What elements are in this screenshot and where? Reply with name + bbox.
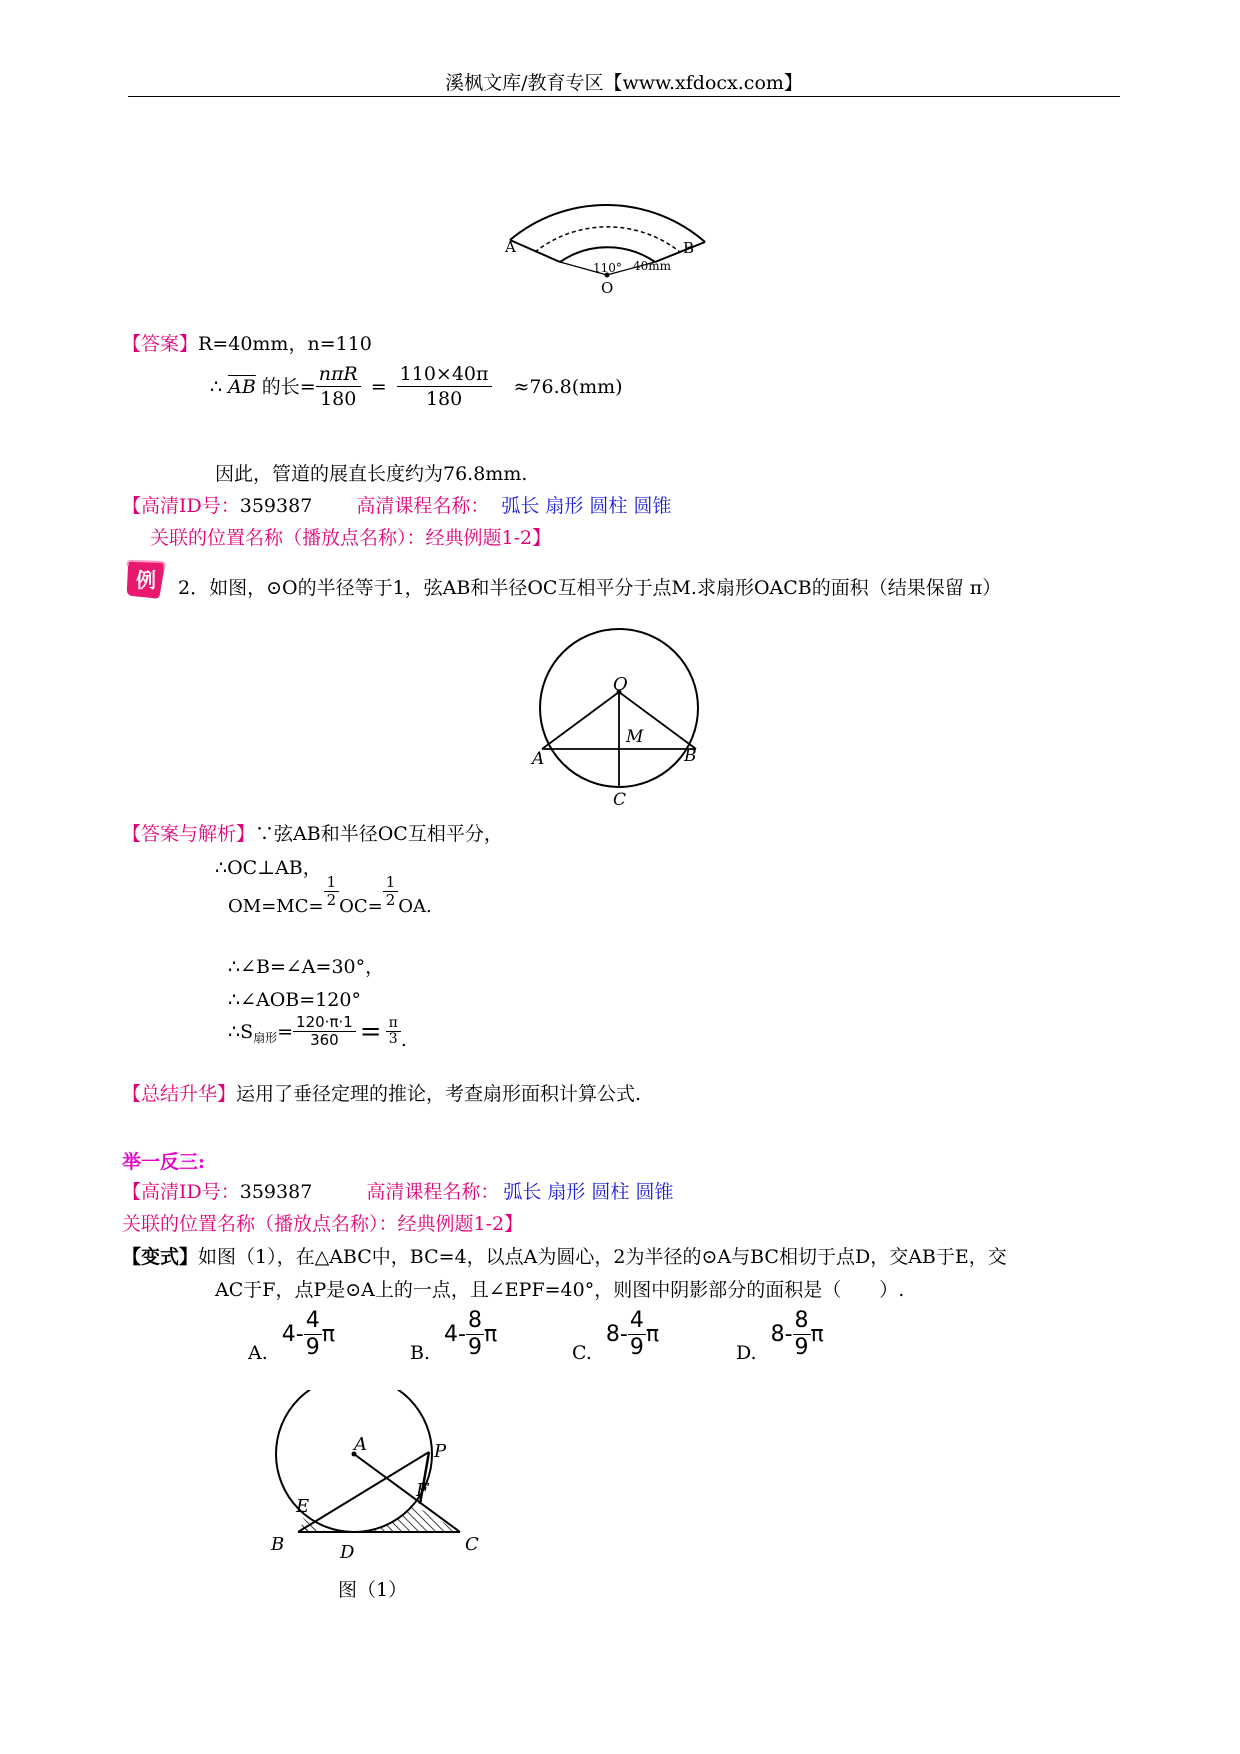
fig1-label-a: A bbox=[505, 238, 516, 256]
pi-denominator: 3 bbox=[388, 1031, 398, 1047]
option-c[interactable] bbox=[572, 1308, 736, 1364]
option-den: 9 bbox=[467, 1335, 482, 1360]
pipe-sector-figure bbox=[495, 160, 735, 300]
area-denominator: 360 bbox=[310, 1031, 339, 1049]
fraction-110x40pi-180 bbox=[397, 362, 492, 411]
option-den: 9 bbox=[629, 1335, 644, 1360]
practice-hd-line1 bbox=[122, 1180, 673, 1204]
fraction-numerator: nπR bbox=[316, 362, 361, 387]
option-letter: C. bbox=[572, 1341, 592, 1364]
fraction-denominator: 180 bbox=[320, 388, 357, 410]
fig2-label-b: B bbox=[684, 746, 697, 766]
option-num: 4 bbox=[629, 1308, 644, 1333]
half-denominator: 2 bbox=[385, 891, 396, 909]
option-den: 9 bbox=[794, 1335, 809, 1360]
option-den: 9 bbox=[305, 1335, 320, 1360]
practice-hd-position bbox=[122, 1212, 523, 1236]
hd-position-line bbox=[150, 526, 551, 550]
area-fraction bbox=[293, 1014, 356, 1049]
fig3-label-e: E bbox=[296, 1496, 310, 1517]
hd-id-label: 【高清ID号： bbox=[122, 495, 240, 517]
fraction-npir-180 bbox=[316, 362, 361, 411]
option-pi: π bbox=[810, 1322, 824, 1347]
answer1-formula bbox=[210, 362, 623, 411]
practice-title: 举一反三: bbox=[122, 1151, 206, 1173]
fraction-numerator: 110×40π bbox=[397, 362, 492, 387]
example2-question: 2．如图，⊙O的半径等于1，弦AB和半径OC互相平分于点M.求扇形OACB的面积（结果保留 π） bbox=[178, 577, 1002, 599]
hd-course-value: 弧长 扇形 圆柱 圆锥 bbox=[501, 495, 672, 517]
page-header: 溪枫文库/教育专区【www.xfdocx.com】 bbox=[445, 72, 803, 94]
half-denominator: 2 bbox=[326, 891, 337, 909]
equals-sign: = bbox=[370, 375, 387, 398]
half-numerator: 1 bbox=[383, 874, 399, 892]
option-a[interactable] bbox=[248, 1308, 410, 1364]
answer-options bbox=[248, 1308, 896, 1364]
hd-course-value: 弧长 扇形 圆柱 圆锥 bbox=[503, 1181, 674, 1203]
option-whole: 8- bbox=[605, 1322, 628, 1347]
option-fraction bbox=[628, 1308, 646, 1361]
analysis-line1 bbox=[122, 822, 503, 846]
hd-position-value: 经典例题1-2】 bbox=[397, 1213, 524, 1235]
summary-text: 运用了垂径定理的推论，考查扇形面积计算公式. bbox=[236, 1083, 642, 1105]
therefore-symbol: ∴ bbox=[210, 375, 223, 398]
analysis-line4: ∴∠B=∠A=30°， bbox=[228, 956, 385, 978]
fig2-label-c: C bbox=[613, 790, 627, 810]
answer1-conclusion: 因此，管道的展直长度约为76.8mm. bbox=[215, 463, 528, 485]
option-num: 8 bbox=[794, 1308, 809, 1333]
analysis-line1-text: ∵弦AB和半径OC互相平分， bbox=[255, 823, 503, 845]
option-pi: π bbox=[483, 1322, 498, 1347]
option-whole: 4- bbox=[281, 1322, 304, 1347]
circle-chord-figure bbox=[530, 622, 710, 810]
header-divider bbox=[128, 96, 1120, 97]
analysis-line3 bbox=[228, 873, 432, 919]
example-badge bbox=[124, 558, 166, 600]
option-b[interactable] bbox=[410, 1308, 572, 1364]
summary-line bbox=[122, 1082, 641, 1106]
option-pi: π bbox=[645, 1322, 660, 1347]
arc-length-label: 的长= bbox=[261, 375, 316, 398]
fig3-label-p: P bbox=[434, 1441, 447, 1462]
sector-equals: = bbox=[277, 1020, 294, 1043]
option-letter: B. bbox=[410, 1341, 431, 1364]
option-fraction bbox=[793, 1308, 811, 1361]
option-num: 8 bbox=[467, 1308, 482, 1333]
oa-text: OA. bbox=[398, 896, 432, 917]
hd-id-label: 【高清ID号： bbox=[122, 1181, 240, 1203]
fig3-label-a: A bbox=[354, 1434, 367, 1455]
line6-period: . bbox=[400, 1028, 407, 1051]
fraction-denominator: 180 bbox=[425, 388, 463, 410]
half-numerator: 1 bbox=[324, 874, 340, 892]
fig1-angle: 110° bbox=[593, 261, 622, 275]
answer1-line1 bbox=[122, 332, 372, 356]
variant-line1 bbox=[122, 1245, 1007, 1269]
hd-position-label: 关联的位置名称（播放点名称）： bbox=[150, 527, 426, 549]
analysis-line6 bbox=[228, 1014, 407, 1049]
analysis-line5: ∴∠AOB=120° bbox=[228, 989, 361, 1011]
option-num: 4 bbox=[305, 1308, 320, 1333]
fig2-label-m: M bbox=[626, 727, 644, 747]
half-fraction bbox=[383, 874, 399, 909]
hd-id-value: 359387 bbox=[239, 495, 313, 517]
option-d[interactable] bbox=[736, 1308, 896, 1364]
om-mc-text: OM=MC= bbox=[228, 896, 324, 917]
area-equals: = bbox=[359, 1016, 382, 1047]
answer1-given: R=40mm，n=110 bbox=[198, 333, 372, 355]
variant-tag: 【变式】 bbox=[122, 1246, 199, 1268]
hd-course-label: 高清课程名称： bbox=[356, 495, 490, 517]
option-fraction bbox=[304, 1308, 322, 1361]
arc-ab: $\overline{AB}$ bbox=[228, 375, 256, 398]
option-letter: D. bbox=[736, 1341, 757, 1364]
fig2-label-a: A bbox=[532, 749, 545, 769]
triangle-circle-figure bbox=[268, 1390, 488, 1590]
area-numerator: 120·π·1 bbox=[293, 1014, 356, 1032]
sector-area-label: ∴S bbox=[228, 1020, 254, 1043]
fig1-label-o: O bbox=[601, 279, 614, 297]
pi-numerator: π bbox=[386, 1016, 401, 1032]
option-pi: π bbox=[321, 1322, 335, 1347]
fig1-length: 40mm bbox=[633, 259, 672, 273]
option-whole: 8- bbox=[770, 1322, 793, 1347]
approx-value: ≈76.8(mm) bbox=[513, 375, 623, 398]
fig3-label-c: C bbox=[465, 1534, 479, 1555]
example-badge-text: 例 bbox=[136, 568, 156, 592]
option-fraction bbox=[466, 1308, 484, 1361]
option-letter: A. bbox=[248, 1341, 268, 1364]
fig3-label-f: F bbox=[416, 1480, 429, 1501]
hd-course-label: 高清课程名称： bbox=[366, 1181, 500, 1203]
analysis-tag: 【答案与解析】 bbox=[122, 823, 256, 845]
variant-line2: AC于F，点P是⊙A上的一点，且∠EPF=40°，则图中阴影部分的面积是（ ）. bbox=[215, 1279, 905, 1301]
hd-position-value: 经典例题1-2】 bbox=[425, 527, 552, 549]
hd-position-label: 关联的位置名称（播放点名称）： bbox=[122, 1213, 398, 1235]
pi-over-3-fraction bbox=[386, 1016, 401, 1047]
fig2-label-o: O bbox=[613, 674, 628, 695]
sector-subscript: 扇形 bbox=[253, 1030, 278, 1045]
fig1-label-b: B bbox=[683, 239, 695, 257]
variant-text1: 如图（1），在△ABC中，BC=4，以点A为圆心，2为半径的⊙A与BC相切于点D，交AB于E，交 bbox=[198, 1246, 1007, 1268]
fig3-label-d: D bbox=[340, 1542, 355, 1563]
hd-info-line1 bbox=[122, 494, 671, 518]
answer-tag: 【答案】 bbox=[122, 333, 199, 355]
fig3-label-b: B bbox=[271, 1534, 285, 1555]
hd-id-value: 359387 bbox=[239, 1181, 313, 1203]
option-whole: 4- bbox=[444, 1322, 466, 1347]
figure-caption: 图（1） bbox=[338, 1579, 408, 1601]
oc-text: OC= bbox=[339, 896, 383, 917]
analysis-line2: ∴OC⊥AB， bbox=[215, 857, 322, 879]
half-fraction bbox=[324, 874, 340, 909]
summary-tag: 【总结升华】 bbox=[122, 1083, 237, 1105]
